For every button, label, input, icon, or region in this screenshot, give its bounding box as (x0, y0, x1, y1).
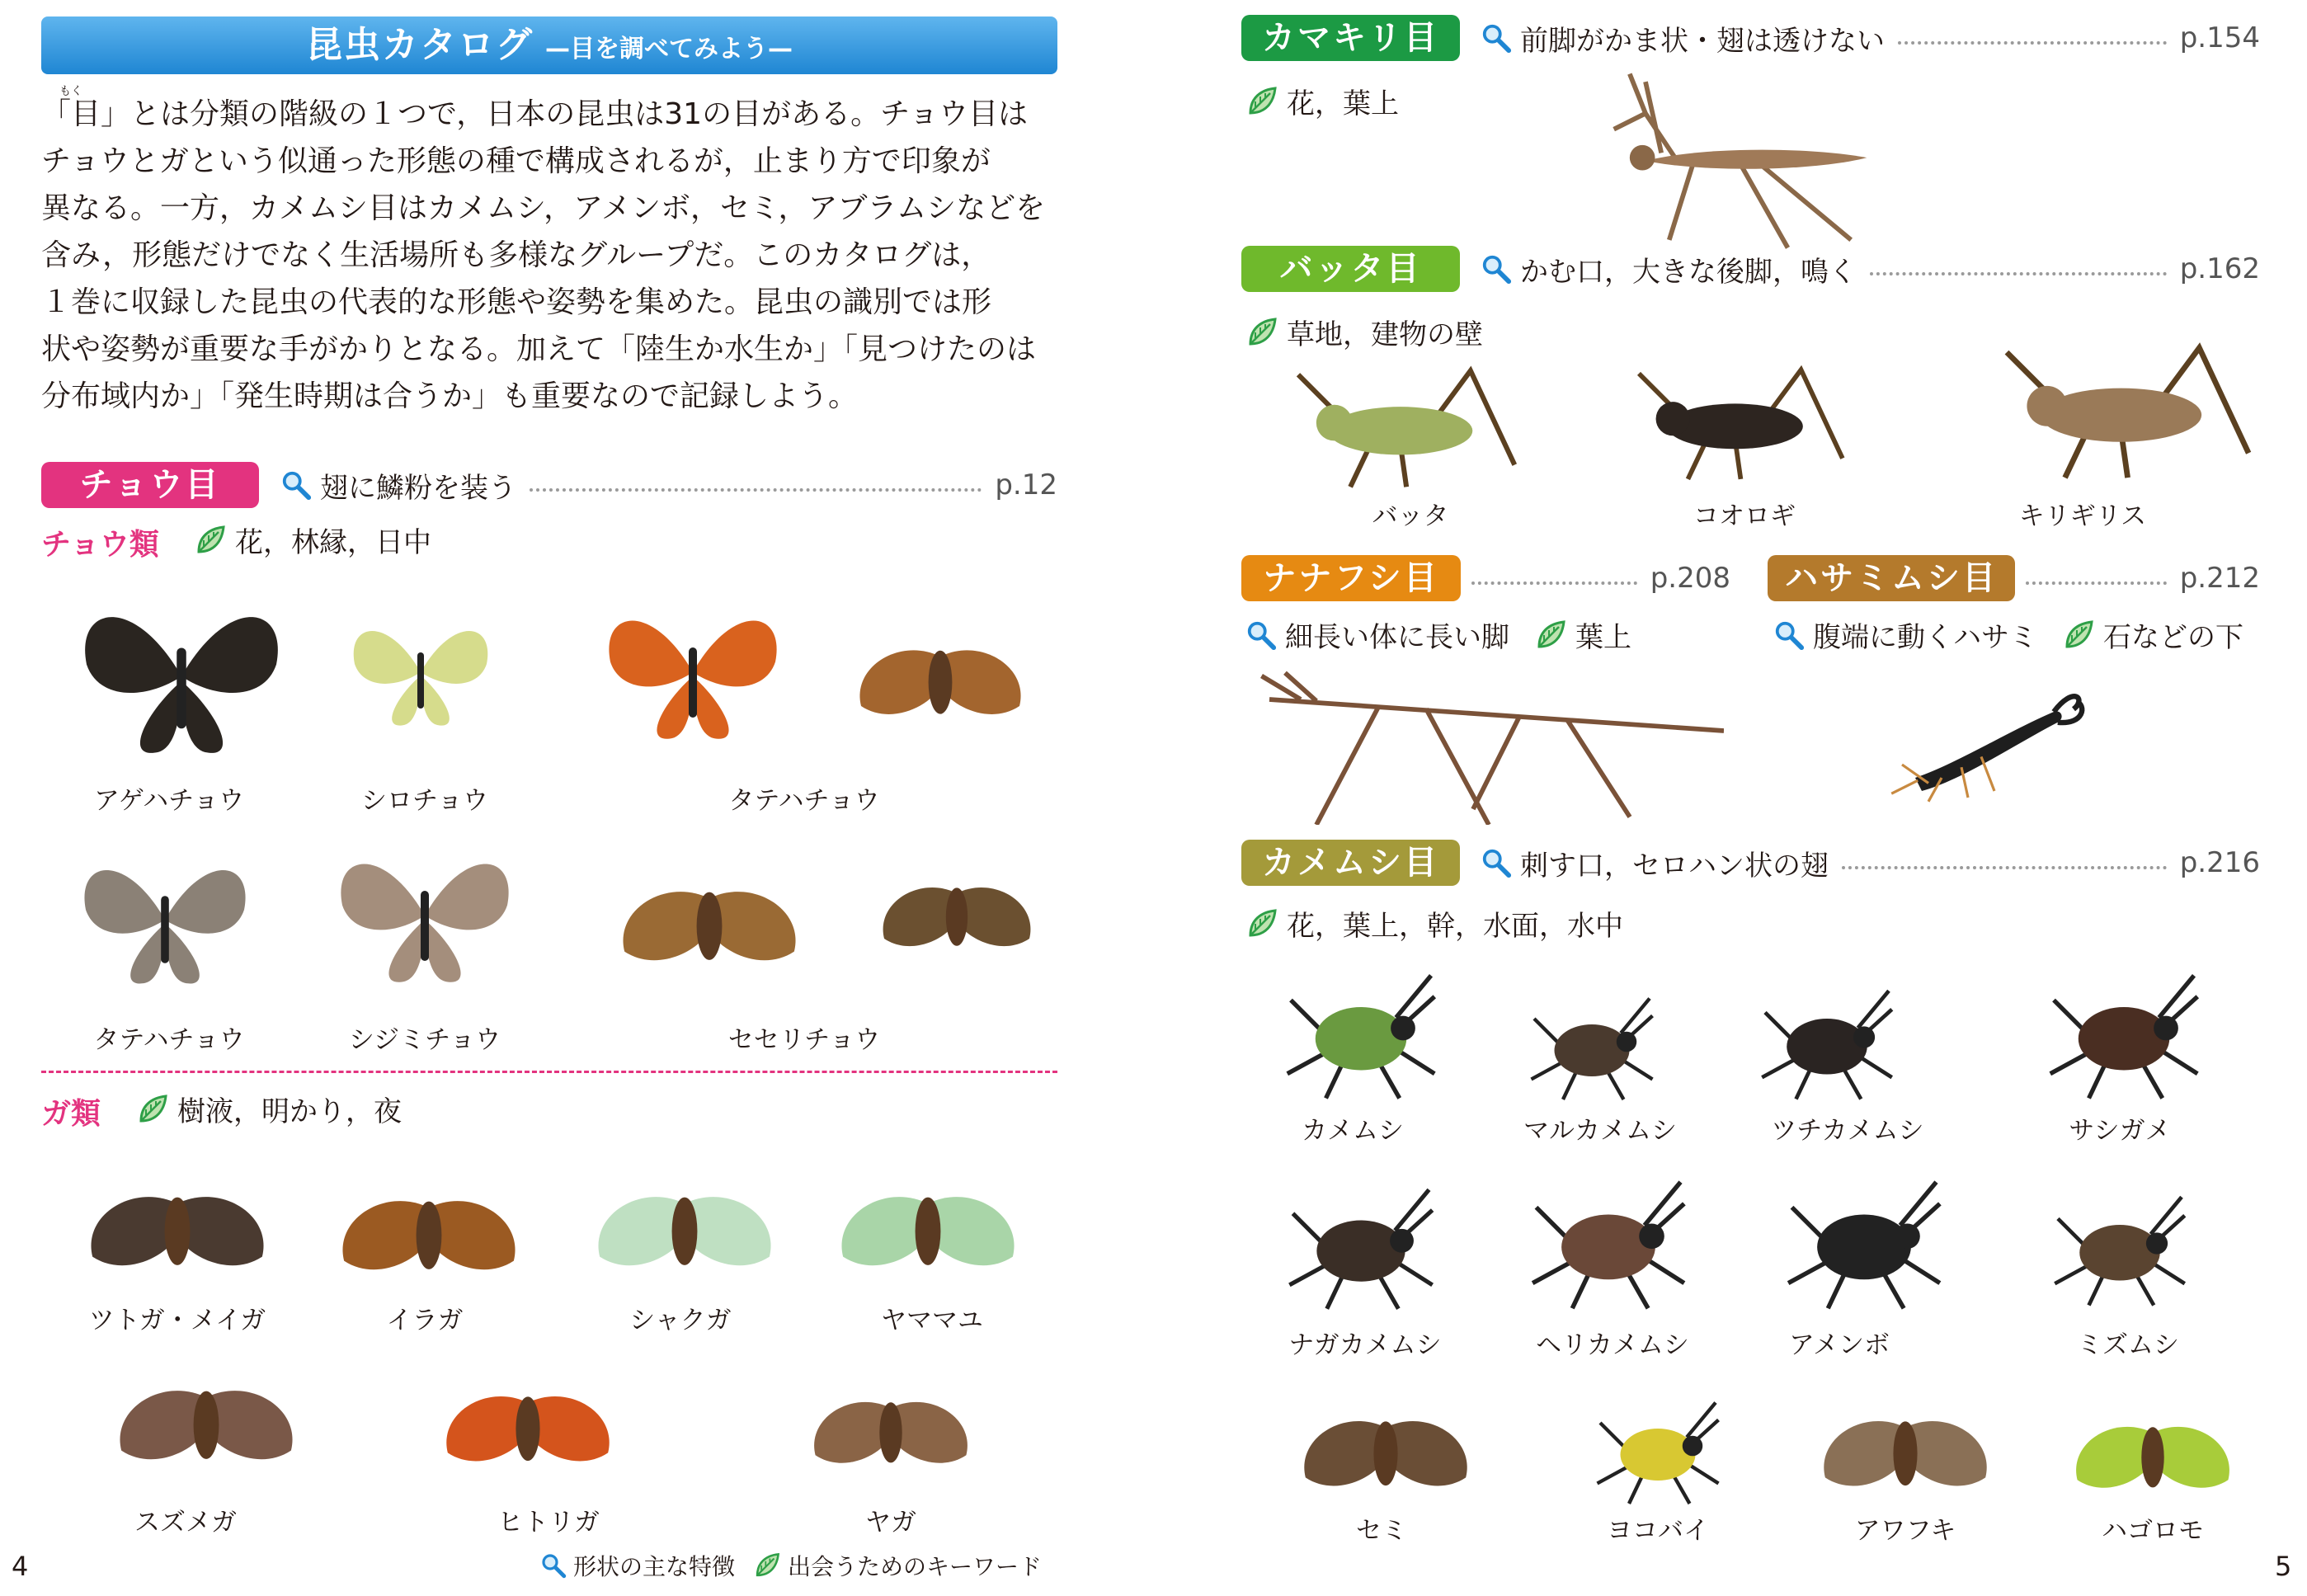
intro-line: チョウとガという似通った形態の種で構成されるが，止まり方で印象が (41, 144, 991, 178)
section-divider (41, 1071, 1057, 1073)
leaf-icon (1534, 619, 1567, 652)
kamemushi-keyword: 花，葉上，幹，水面，水中 (1287, 910, 1623, 943)
ruby-text: もく (59, 85, 82, 98)
nanafushi-feature: 細長い体に長い脚 (1285, 621, 1509, 654)
moth-subheading: ガ類 (41, 1097, 101, 1131)
satyrine-photo (66, 829, 264, 1010)
caption: ヒトリガ (497, 1508, 600, 1537)
intro-line: 含み，形態だけでなく生活場所も多様なグループだ。このカタログは， (41, 238, 991, 272)
kamemushi-page-ref: p.216 (2179, 846, 2260, 879)
magnifier-icon (1245, 619, 1277, 651)
caption: マルカメムシ (1523, 1116, 1677, 1146)
caption: タテハチョウ (93, 1025, 245, 1055)
cricket-photo (1608, 355, 1881, 487)
saturniid-photo (800, 1151, 1056, 1299)
sphingid-photo (74, 1344, 338, 1493)
kamakiri-keyword: 花，葉上 (1287, 87, 1399, 120)
caption: ヤママユ (881, 1306, 983, 1335)
caption: シジミチョウ (348, 1025, 501, 1055)
geometrid-photo (561, 1151, 808, 1299)
kamemushi-feature: 刺す口，セロハン状の翅 (1520, 849, 1829, 883)
hasamimushi-page-ref: p.212 (2179, 562, 2260, 595)
caption: タテハチョウ (728, 786, 880, 816)
legend (540, 1549, 1042, 1582)
caption: セミ (1356, 1516, 1407, 1546)
order-label-kamakiri: カマキリ目 (1241, 15, 1460, 61)
catalog-subtitle: —目を調べてみよう— (545, 35, 793, 64)
caption: アワフキ (1854, 1516, 1956, 1546)
stink-bug-photo (1270, 965, 1452, 1105)
caption: ツチカメムシ (1771, 1116, 1924, 1146)
kamemushi-keyword-row (1245, 903, 1623, 944)
batta-keyword: 草地，建物の壁 (1287, 318, 1483, 351)
legend-keyword: 出会うためのキーワード (788, 1553, 1043, 1580)
catalog-title: 昆虫カタログ (306, 24, 534, 66)
caption: ヘリカメムシ (1536, 1330, 1689, 1360)
nymphalid-open-photo (561, 590, 825, 755)
lycaenid-photo (322, 825, 528, 1006)
hasamimushi-feature: 腹端に動くハサミ (1813, 621, 2037, 654)
chou-page-ref: p.12 (995, 468, 1057, 501)
plataspid-photo (1518, 990, 1666, 1105)
batta-feature: かむ口，大きな後脚，鳴く (1520, 255, 1857, 289)
nymphalid-closed-photo (841, 590, 1039, 763)
order-label-kamemushi: カメムシ目 (1241, 840, 1460, 886)
butterfly-subheading: チョウ類 (41, 528, 159, 562)
leader-dots (1898, 41, 2167, 45)
batta-keyword-row (1245, 312, 1483, 352)
hasamimushi-info-row (1773, 614, 2243, 655)
page-number-right: 5 (2275, 1551, 2292, 1582)
kamakiri-feature: 前脚がかま状・翅は透けない (1520, 24, 1885, 58)
butterfly-keyword-row (194, 520, 431, 560)
chou-feature-row (280, 462, 1057, 508)
assassin-bug-photo (2013, 965, 2235, 1105)
leaf-icon (1245, 907, 1278, 940)
earwig-photo (1889, 668, 2087, 808)
magnifier-icon (1481, 847, 1512, 878)
magnifier-icon (1773, 619, 1805, 651)
leaf-footed-bug-photo (1518, 1171, 1699, 1316)
magnifier-icon (280, 469, 312, 501)
limacodid-photo (322, 1155, 536, 1303)
water-strider-photo (1773, 1171, 1955, 1316)
caption: コオロギ (1693, 501, 1796, 531)
nanafushi-keyword: 葉上 (1575, 621, 1631, 654)
stick-insect-photo (1254, 668, 1724, 825)
caption: ナガカメムシ (1288, 1330, 1442, 1360)
pierid-photo (338, 590, 503, 755)
leader-dots (1471, 581, 1637, 585)
order-label-chou: チョウ目 (41, 462, 259, 508)
moth-keyword-row (136, 1089, 402, 1129)
moth-keyword: 樹液，明かり，夜 (177, 1095, 402, 1128)
kamakiri-page-ref: p.154 (2179, 21, 2260, 54)
caption: ハゴロモ (2102, 1516, 2204, 1546)
caption: ツトガ・メイガ (88, 1306, 266, 1335)
mantis-photo (1551, 66, 1930, 256)
leaf-icon (2062, 619, 2095, 652)
intro-line: 異なる。一方，カメムシ目はカメムシ，アメンボ，セミ，アブラムシなどを (41, 191, 1046, 225)
magnifier-icon (1481, 22, 1512, 54)
leader-dots (1842, 866, 2167, 869)
leaf-icon (1245, 85, 1278, 118)
spittlebug-photo (1798, 1377, 2013, 1518)
skipper-front-photo (866, 825, 1048, 998)
skipper-photo (586, 845, 833, 994)
leaf-icon (194, 524, 227, 557)
leaf-icon (1245, 316, 1278, 349)
kamakiri-keyword-row (1245, 81, 1399, 121)
noctuid-photo (742, 1361, 1039, 1493)
grasshopper-photo (1262, 355, 1559, 495)
legend-feature: 形状の主な特徴 (573, 1553, 736, 1580)
batta-feature-row (1481, 246, 2260, 292)
magnifier-icon (540, 1552, 567, 1579)
leader-dots (1870, 272, 2167, 275)
intro-line: 「目」とは分類の階級の１つで，日本の昆虫は31の目がある。チョウ目は (41, 97, 1029, 131)
planthopper-photo (2054, 1386, 2252, 1518)
caption: ヤガ (865, 1508, 916, 1537)
swallowtail-photo (58, 581, 305, 771)
caption: サシガメ (2069, 1116, 2171, 1146)
batta-page-ref: p.162 (2179, 252, 2260, 285)
leafhopper-photo (1551, 1394, 1765, 1509)
leader-dots (530, 488, 982, 492)
caption: キリギリス (2018, 501, 2147, 531)
caption: シロチョウ (360, 786, 489, 816)
leaf-icon (136, 1093, 169, 1126)
caption: カメムシ (1302, 1116, 1404, 1146)
water-boatman-photo (2037, 1188, 2202, 1311)
caption: シャクガ (629, 1306, 732, 1335)
catalog-banner (41, 16, 1057, 74)
crambid-photo (58, 1151, 297, 1299)
page-number-left: 4 (12, 1551, 29, 1582)
seed-bug-photo (1262, 1179, 1460, 1316)
caption: イラガ (386, 1306, 464, 1335)
caption: ヨコバイ (1607, 1516, 1709, 1546)
hasamimushi-keyword: 石などの下 (2103, 621, 2243, 654)
butterfly-keyword: 花，林縁，日中 (235, 526, 431, 559)
order-label-nanafushi: ナナフシ目 (1241, 555, 1461, 601)
intro-paragraph (41, 91, 1064, 420)
order-label-hasamimushi: ハサミムシ目 (1768, 555, 2015, 601)
leaf-icon (753, 1551, 781, 1580)
burrower-bug-photo (1740, 982, 1914, 1105)
caption: セセリチョウ (727, 1025, 881, 1055)
caption: バッタ (1372, 501, 1449, 531)
intro-line: 状や姿勢が重要な手がかりとなる。加えて「陸生か水生か」「見つけたのは (41, 332, 1037, 366)
katydid-photo (1996, 330, 2268, 487)
caption: スズメガ (134, 1508, 237, 1537)
kamakiri-feature-row (1481, 15, 2260, 61)
kamemushi-feature-row (1481, 840, 2260, 886)
intro-line: 分布域内か」「発生時期は合うか」も重要なので記録しよう。 (41, 379, 859, 413)
nanafushi-page-ref: p.208 (1650, 562, 1730, 595)
nanafushi-page-row (1467, 555, 1730, 601)
chou-feature: 翅に鱗粉を装う (320, 471, 516, 505)
hasamimushi-page-row (2021, 555, 2260, 601)
leader-dots (2026, 581, 2167, 585)
caption: アゲハチョウ (93, 786, 245, 816)
arctiid-photo (404, 1353, 652, 1493)
order-label-batta: バッタ目 (1241, 246, 1460, 292)
caption: アメンボ (1788, 1330, 1890, 1360)
caption: ミズムシ (2077, 1330, 2179, 1360)
nanafushi-info-row (1245, 614, 1631, 655)
cicada-photo (1262, 1377, 1509, 1518)
intro-line: １巻に収録した昆虫の代表的な形態や姿勢を集めた。昆虫の識別では形 (41, 285, 992, 319)
magnifier-icon (1481, 253, 1512, 285)
